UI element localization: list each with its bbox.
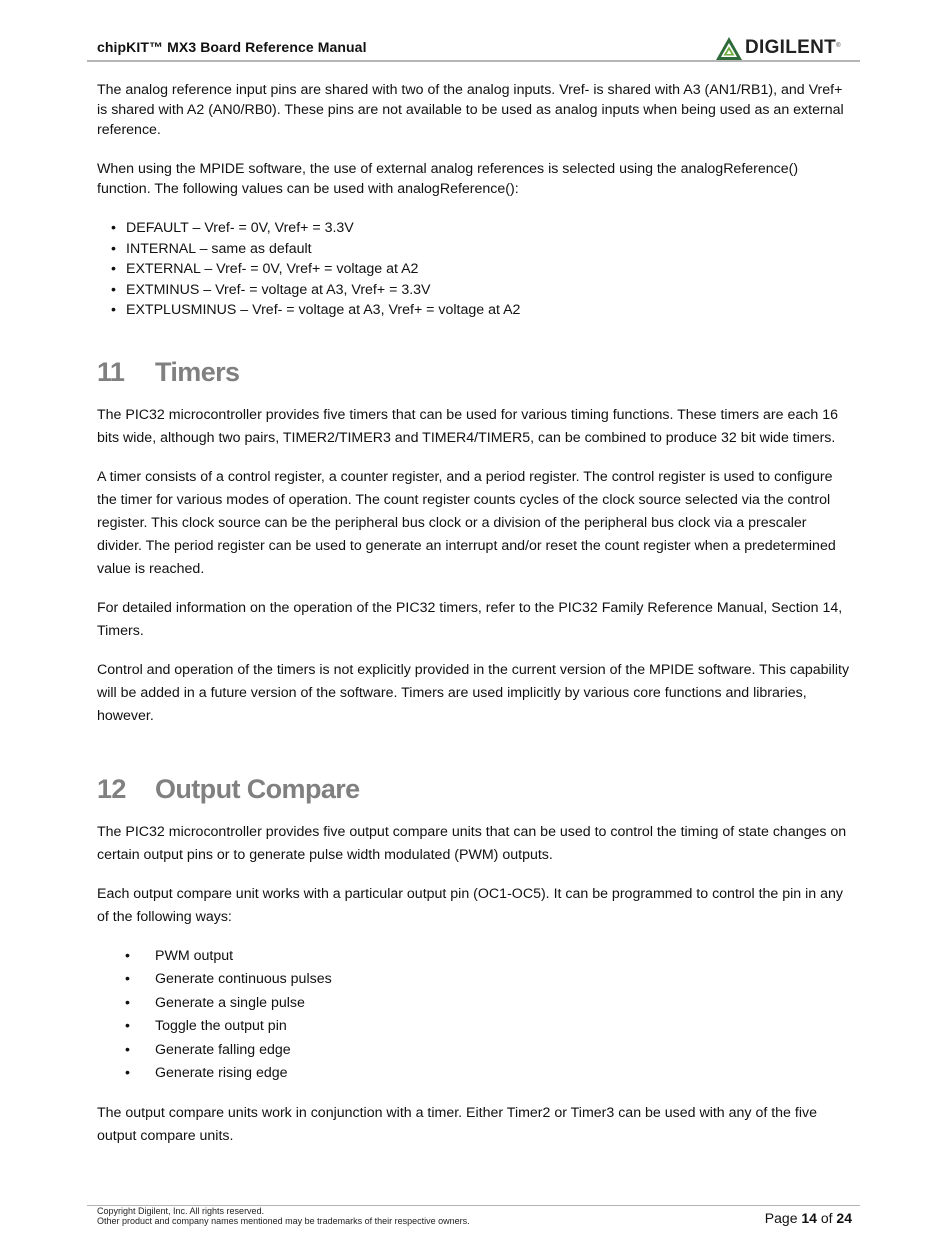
logo-trademark: ® — [836, 43, 841, 49]
output-compare-paragraph-1: The PIC32 microcontroller provides five output compare units that can be used to control the timing of state changes on certain output pins or to generate pulse width modulated (PWM) outputs. — [97, 823, 847, 863]
copyright-text: Copyright Digilent, Inc. All rights reserved. — [97, 1206, 265, 1216]
list-item: • Toggle the output pin — [125, 1015, 853, 1039]
header-divider — [87, 60, 860, 62]
digilent-logo — [716, 36, 841, 60]
page-header — [0, 0, 950, 62]
list-item: • DEFAULT – Vref- = 0V, Vref+ = 3.3V — [111, 218, 853, 239]
page-of-label: of — [820, 1210, 833, 1226]
list-item: • Generate a single pulse — [125, 992, 853, 1016]
page-content — [97, 80, 853, 1164]
footer-notice — [97, 1206, 470, 1226]
logo-text: DIGILENT — [745, 37, 837, 58]
output-compare-paragraph-3: The output compare units work in conjunction with a timer. Either Timer2 or Timer3 can be used with any of the five output compare units. — [97, 1104, 817, 1144]
output-compare-modes-list — [97, 945, 853, 1086]
section-heading-output-compare — [97, 774, 853, 805]
section-title: Timers — [155, 356, 240, 387]
list-item: • Generate continuous pulses — [125, 968, 853, 992]
analog-reference-list — [97, 218, 853, 321]
document-title: chipKIT™ MX3 Board Reference Manual — [97, 39, 367, 55]
list-item: • INTERNAL – same as default — [111, 239, 853, 260]
timers-paragraph-2: A timer consists of a control register, a counter register, and a period register. The control register is used to configure the timer for various modes of operation. The count register counts cycles of the clock source selected via the control register. This clock source can be the peripheral bus clock or a division of the peripheral bus clock via a prescaler divider. The period register can be used to generate an interrupt and/or reset the count register when a predetermined value is reached. — [97, 468, 836, 577]
total-pages: 24 — [836, 1210, 852, 1226]
digilent-triangle-logo-icon — [716, 37, 742, 60]
intro-paragraph-1: The analog reference input pins are shared with two of the analog inputs. Vref- is shared with A3 (AN1/RB1), and Vref+ is shared with A2 (AN0/RB0). These pins are not available to be used as analog inputs when being used as an external reference. — [97, 82, 844, 138]
list-item: • Generate falling edge — [125, 1039, 853, 1063]
page-label: Page — [764, 1210, 798, 1226]
intro-paragraph-2: When using the MPIDE software, the use of external analog references is selected using the analogReference() function. The following values can be used with analogReference(): — [97, 161, 799, 197]
list-item: • EXTPLUSMINUS – Vref- = voltage at A3, Vref+ = voltage at A2 — [111, 300, 853, 321]
trademark-text: Other product and company names mentioned may be trademarks of their respective owners. — [97, 1216, 470, 1226]
current-page: 14 — [801, 1210, 817, 1226]
section-heading-timers — [97, 357, 853, 388]
list-item: • Generate rising edge — [125, 1062, 853, 1086]
page-number — [765, 1210, 852, 1226]
list-item: • EXTMINUS – Vref- = voltage at A3, Vref+ = 3.3V — [111, 280, 853, 301]
section-number: 11 — [97, 356, 125, 387]
timers-paragraph-4: Control and operation of the timers is not explicitly provided in the current version of the MPIDE software. This capability will be added in a future version of the software. Timers are used implicitly by various core functions and libraries, however. — [97, 661, 850, 724]
output-compare-paragraph-2: Each output compare unit works with a particular output pin (OC1-OC5). It can be programmed to control the pin in any of the following ways: — [97, 885, 844, 925]
list-item: • EXTERNAL – Vref- = 0V, Vref+ = voltage at A2 — [111, 259, 853, 280]
list-item: • PWM output — [125, 945, 853, 969]
section-number: 12 — [97, 773, 126, 804]
timers-paragraph-3: For detailed information on the operation of the PIC32 timers, refer to the PIC32 Family Reference Manual, Section 14, Timers. — [97, 599, 843, 639]
section-title: Output Compare — [155, 773, 360, 804]
timers-paragraph-1: The PIC32 microcontroller provides five timers that can be used for various timing functions. These timers are each 16 bits wide, although two pairs, TIMER2/TIMER3 and TIMER4/TIMER5, can be combined to produce 32 bit wide timers. — [97, 406, 838, 446]
